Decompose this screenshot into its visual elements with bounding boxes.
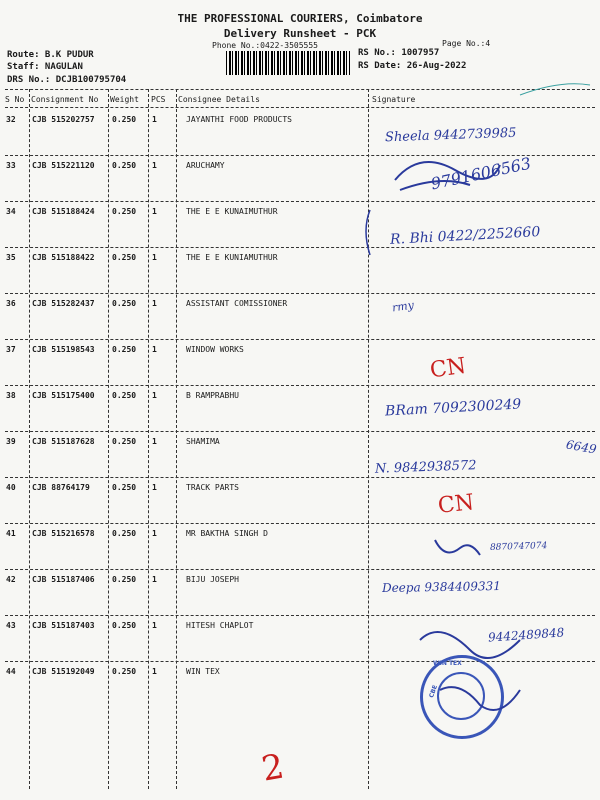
row-sno: 40 bbox=[6, 483, 16, 492]
stamp-side-text: CBE bbox=[428, 684, 440, 699]
row-pcs: 1 bbox=[152, 621, 157, 630]
row-consignee: TRACK PARTS bbox=[186, 483, 239, 492]
row-pcs: 1 bbox=[152, 391, 157, 400]
row-signature: 9442489848 bbox=[487, 625, 565, 645]
row-signature: 9791606563 bbox=[429, 153, 533, 194]
row-consignment-no: CJB 88764179 bbox=[32, 483, 90, 492]
drs-number: DRS No.: DCJB100795704 bbox=[7, 75, 127, 85]
row-signature: CN bbox=[436, 490, 476, 519]
row-consignment-no: CJB 515175400 bbox=[32, 391, 95, 400]
row-weight: 0.250 bbox=[112, 437, 137, 446]
row-weight: 0.250 bbox=[112, 529, 137, 538]
row-weight: 0.250 bbox=[112, 667, 137, 676]
row-consignee: ASSISTANT COMISSIONER bbox=[186, 299, 288, 308]
row-weight: 0.250 bbox=[112, 253, 137, 262]
row-consignment-no: CJB 515187403 bbox=[32, 621, 95, 630]
row-pcs: 1 bbox=[152, 345, 157, 354]
column-header-consignment: Consignment No bbox=[31, 95, 99, 104]
row-consignee: THE E E KUNAIMUTHUR bbox=[186, 207, 278, 216]
row-consignment-no: CJB 515202757 bbox=[32, 115, 95, 124]
phone-number: Phone No.:0422-3505555 bbox=[212, 41, 318, 50]
row-weight: 0.250 bbox=[112, 161, 137, 170]
rs-date: RS Date: 26-Aug-2022 bbox=[358, 61, 467, 71]
row-pcs: 1 bbox=[152, 207, 157, 216]
column-header-signature: Signature bbox=[372, 95, 416, 104]
red-pen-mark: 2 bbox=[258, 746, 287, 790]
row-sno: 39 bbox=[6, 437, 16, 446]
stamp-text: WIN TEX bbox=[433, 660, 462, 667]
row-consignee: BIJU JOSEPH bbox=[186, 575, 239, 584]
row-weight: 0.250 bbox=[112, 621, 137, 630]
route-label: Route: B.K PUDUR bbox=[7, 50, 94, 60]
row-consignee: WIN TEX bbox=[186, 667, 220, 676]
row-consignee: ARUCHAMY bbox=[186, 161, 225, 170]
row-weight: 0.250 bbox=[112, 391, 137, 400]
row-weight: 0.250 bbox=[112, 207, 137, 216]
column-header-sno: S No bbox=[5, 95, 25, 104]
row-pcs: 1 bbox=[152, 529, 157, 538]
row-sno: 32 bbox=[6, 115, 16, 124]
row-sno: 35 bbox=[6, 253, 16, 262]
column-header-pcs: PCS bbox=[151, 95, 166, 104]
row-pcs: 1 bbox=[152, 575, 157, 584]
row-weight: 0.250 bbox=[112, 575, 137, 584]
row-sno: 38 bbox=[6, 391, 16, 400]
row-pcs: 1 bbox=[152, 253, 157, 262]
company-title: THE PROFESSIONAL COURIERS, Coimbatore bbox=[177, 12, 423, 25]
row-consignee: MR BAKTHA SINGH D bbox=[186, 529, 268, 538]
rs-number: RS No.: 1007957 bbox=[358, 48, 440, 58]
row-pcs: 1 bbox=[152, 161, 157, 170]
row-sno: 33 bbox=[6, 161, 16, 170]
staff-label: Staff: NAGULAN bbox=[7, 62, 83, 72]
row-consignment-no: CJB 515282437 bbox=[32, 299, 95, 308]
row-signature: rmy bbox=[391, 298, 415, 315]
row-signature: N. 9842938572 bbox=[374, 458, 477, 477]
row-consignment-no: CJB 515216578 bbox=[32, 529, 95, 538]
row-consignee: SHAMIMA bbox=[186, 437, 220, 446]
row-weight: 0.250 bbox=[112, 299, 137, 308]
row-pcs: 1 bbox=[152, 437, 157, 446]
row-consignment-no: CJB 515198543 bbox=[32, 345, 95, 354]
row-consignment-no: CJB 515188424 bbox=[32, 207, 95, 216]
row-sno: 44 bbox=[6, 667, 16, 676]
row-consignee: THE E E KUNIAMUTHUR bbox=[186, 253, 278, 262]
row-signature: Sheela 9442739985 bbox=[384, 125, 517, 146]
row-consignee: B RAMPRABHU bbox=[186, 391, 239, 400]
row-pcs: 1 bbox=[152, 667, 157, 676]
column-header-weight: Weight bbox=[110, 95, 139, 104]
row-signature: 8870747074 bbox=[489, 541, 548, 553]
row-consignment-no: CJB 515187406 bbox=[32, 575, 95, 584]
document-title: Delivery Runsheet - PCK bbox=[223, 27, 377, 40]
row-sno: 41 bbox=[6, 529, 16, 538]
row-weight: 0.250 bbox=[112, 345, 137, 354]
row-consignment-no: CJB 515221120 bbox=[32, 161, 95, 170]
row-pcs: 1 bbox=[152, 115, 157, 124]
row-signature: R. Bhi 0422/2252660 bbox=[389, 224, 541, 248]
row-weight: 0.250 bbox=[112, 115, 137, 124]
row-sno: 37 bbox=[6, 345, 16, 354]
row-signature: CN bbox=[428, 353, 468, 384]
row-consignee: JAYANTHI FOOD PRODUCTS bbox=[186, 115, 292, 124]
row-signature: Deepa 9384409331 bbox=[381, 578, 501, 596]
row-consignment-no: CJB 515188422 bbox=[32, 253, 95, 262]
row-sno: 34 bbox=[6, 207, 16, 216]
page-number: Page No.:4 bbox=[442, 39, 491, 48]
row-consignment-no: CJB 515192049 bbox=[32, 667, 95, 676]
row-sno: 43 bbox=[6, 621, 16, 630]
row-sno: 42 bbox=[6, 575, 16, 584]
row-weight: 0.250 bbox=[112, 483, 137, 492]
row-consignee: HITESH CHAPLOT bbox=[186, 621, 254, 630]
column-header-consignee: Consignee Details bbox=[178, 95, 260, 104]
row-consignment-no: CJB 515187628 bbox=[32, 437, 95, 446]
row-pcs: 1 bbox=[152, 483, 157, 492]
row-sno: 36 bbox=[6, 299, 16, 308]
row-signature: BRam 7092300249 bbox=[384, 396, 522, 420]
row-pcs: 1 bbox=[152, 299, 157, 308]
row-consignee: WINDOW WORKS bbox=[186, 345, 244, 354]
margin-annotation: 6649 bbox=[565, 437, 598, 457]
